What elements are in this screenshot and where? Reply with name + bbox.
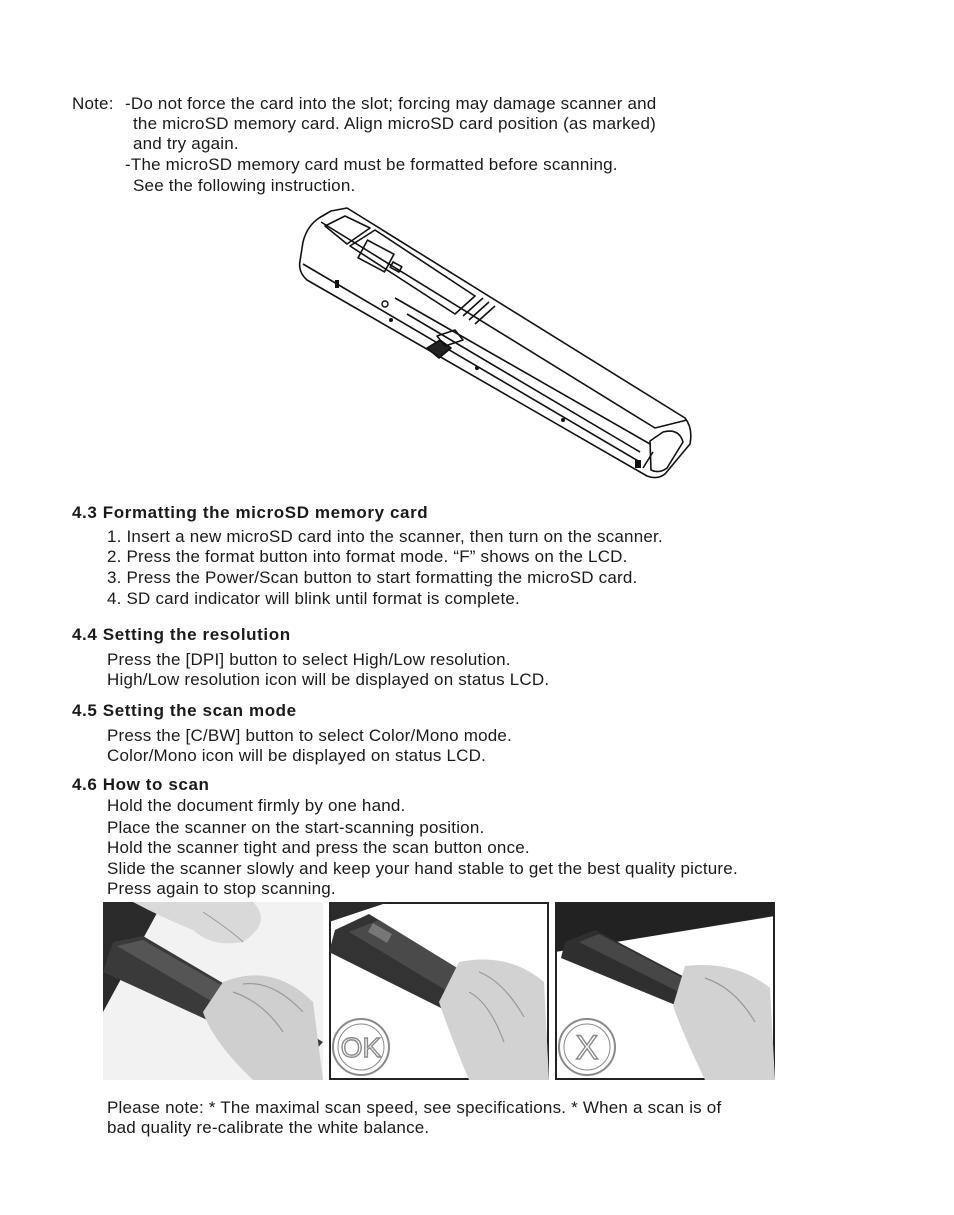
step-item: 3. Press the Power/Scan button to start formatting the microSD card. xyxy=(107,568,638,587)
section-heading: 4.3 Formatting the microSD memory card xyxy=(72,503,429,522)
body-line: Slide the scanner slowly and keep your hand stable to get the best quality picture. xyxy=(107,859,738,878)
section-heading: 4.6 How to scan xyxy=(72,775,210,794)
note-line: See the following instruction. xyxy=(133,176,356,195)
step-item: 2. Press the format button into format mode. “F” shows on the LCD. xyxy=(107,547,628,566)
scanner-illustration xyxy=(295,206,697,482)
scan-photo-start xyxy=(103,902,323,1080)
body-line: Press again to stop scanning. xyxy=(107,879,336,898)
body-line: Hold the scanner tight and press the scan button once. xyxy=(107,838,530,857)
note-line: -The microSD memory card must be formatted before scanning. xyxy=(125,155,618,174)
body-line: High/Low resolution icon will be displayed on status LCD. xyxy=(107,670,550,689)
body-line: Color/Mono icon will be displayed on status LCD. xyxy=(107,746,487,765)
scan-photo-incorrect xyxy=(555,902,775,1080)
section-heading: 4.5 Setting the scan mode xyxy=(72,701,297,720)
x-badge: X xyxy=(575,1029,599,1067)
step-item: 4. SD card indicator will blink until format is complete. xyxy=(107,589,520,608)
section-heading: 4.4 Setting the resolution xyxy=(72,625,291,644)
footer-note-line: bad quality re-calibrate the white balance. xyxy=(107,1118,430,1137)
body-line: Press the [C/BW] button to select Color/Mono mode. xyxy=(107,726,512,745)
body-line: Hold the document firmly by one hand. xyxy=(107,796,406,815)
footer-note-line: Please note: * The maximal scan speed, see specifications. * When a scan is of xyxy=(107,1098,722,1117)
step-item: 1. Insert a new microSD card into the scanner, then turn on the scanner. xyxy=(107,527,663,546)
note-line: -Do not force the card into the slot; forcing may damage scanner and xyxy=(125,94,657,113)
note-label: Note: xyxy=(72,94,114,113)
note-line: and try again. xyxy=(133,134,239,153)
scan-photo-correct xyxy=(329,902,549,1080)
ok-badge: OK xyxy=(340,1032,382,1063)
body-line: Place the scanner on the start-scanning position. xyxy=(107,818,485,837)
note-line: the microSD memory card. Align microSD card position (as marked) xyxy=(133,114,656,133)
body-line: Press the [DPI] button to select High/Low resolution. xyxy=(107,650,511,669)
